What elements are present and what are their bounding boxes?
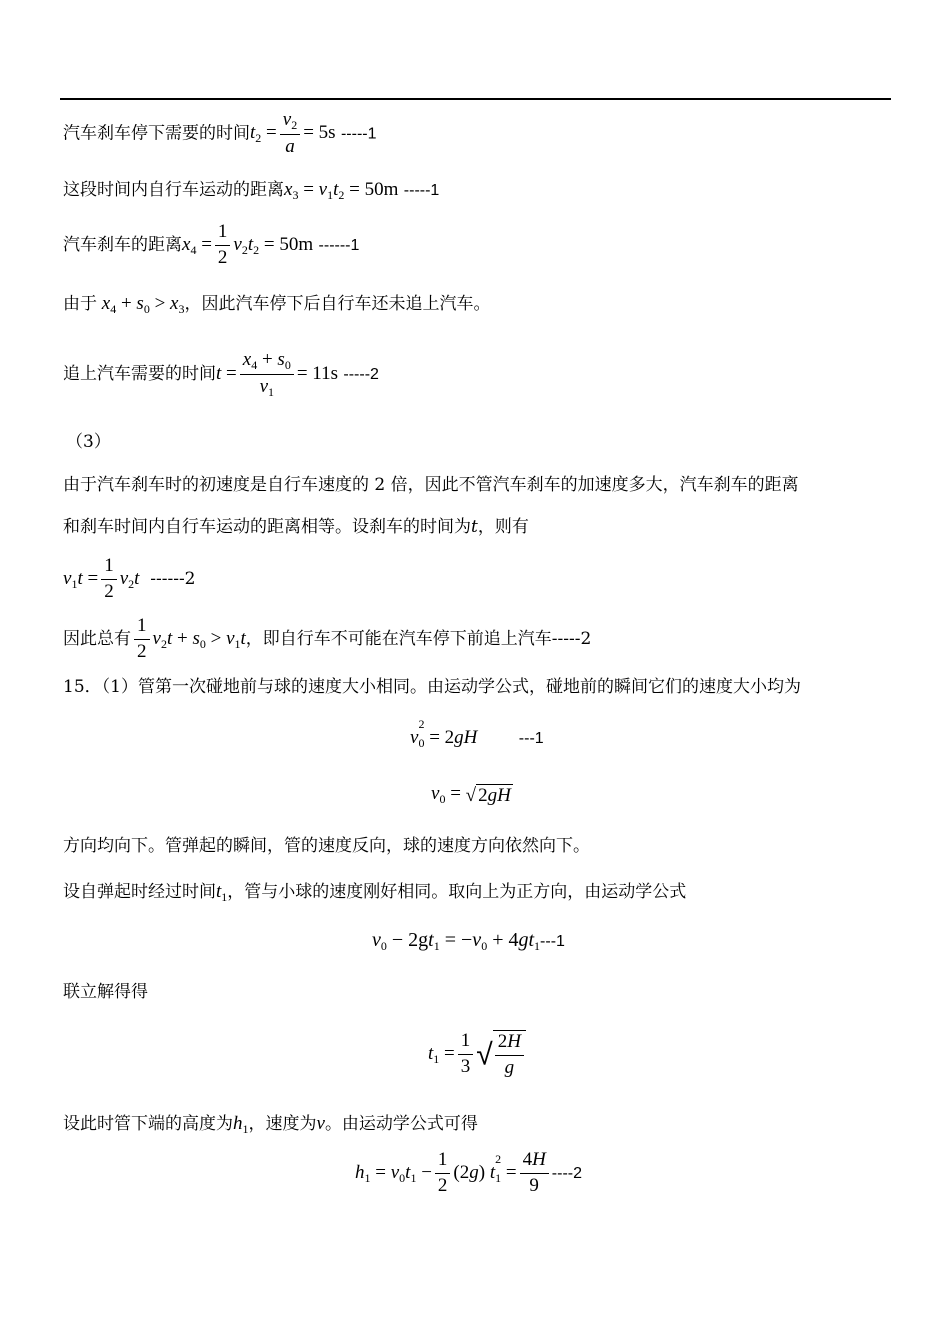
line-paragraph-1 [63,477,799,494]
line-conclusion [63,616,591,663]
var-t: t [471,517,478,537]
score-mark: -----1 [340,125,377,143]
text: 联立解得得 [63,982,148,1002]
text: ，因此汽车停下后自行车还未追上汽车。 [184,294,491,314]
text: 和刹车时间内自行车运动的距离相等。设刹车的时间为 [63,517,471,537]
formula-t: t = $\frac{x_4 + s_0}{v_1}$ = 11s [216,349,338,400]
formula-t2: $t_2$ = $\frac{v_2}{a}$ = 5s [250,109,336,158]
text: 。由运动学公式可得 [324,1114,478,1134]
formula-v1t: $v_1t$ = $\frac{1}{2}$ $v_2t$ [63,555,140,602]
formula-x4: $x_4$ = $\frac{1}{2}$ $v_2t_2 = 50m$ [182,221,314,268]
score-mark: ---1 [540,933,565,950]
line-paragraph-2 [63,519,529,536]
header-rule [60,98,891,100]
line-height-setup [63,1114,478,1135]
var-v: v [316,1113,325,1134]
line-setup [63,882,686,903]
score-mark: -----1 [403,182,440,199]
line-q15 [63,679,801,696]
text: 汽车刹车的距离 [63,234,182,255]
text: （3） [66,432,111,452]
line-equation-v1t [63,556,196,603]
var-t1: $t_1$ [216,881,228,904]
line-direction [63,838,590,855]
line-comparison [63,294,490,315]
text: 设自弹起时经过时间 [63,882,216,902]
text: 追上汽车需要的时间 [63,364,216,385]
score-mark: ---1 [518,730,544,747]
text: 因此总有 [63,628,131,649]
section-3 [66,434,111,451]
text: 这段时间内自行车运动的距离 [63,180,284,200]
equation-velocity-match: $v_0 - 2gt_1 = -v_0 + 4gt_1---1$ [372,929,565,953]
text: ，则有 [477,517,529,537]
var-h1: $h_1$ [233,1113,249,1136]
text: ，管与小球的速度刚好相同。取向上为正方向，由运动学公式 [227,882,687,902]
text: 方向均向下。管弹起的瞬间，管的速度反向，球的速度方向依然向下。 [63,836,590,856]
text: 汽车刹车停下需要的时间 [63,123,250,144]
text: 由于汽车刹车时的初速度是自行车速度的 2 倍，因此不管汽车刹车的加速度多大，汽车刹车的距离 [63,475,799,495]
equation-v0-squared: v 2 $_0$ = 2gH ---1 [410,717,544,750]
line-solve [63,984,148,1001]
text: ，即自行车不可能在汽车停下前追上汽车-----2 [245,628,592,649]
formula-sum: $\frac{1}{2}$ $v_2t + s_0 > v_1t$ [131,628,246,649]
line-catchup-time [63,350,379,399]
equation-h1: $h_1 = v_0t_1$ − $\frac{1}{2}$ (2g) t 2 $_1$ = $\frac{4H}{9}$ ----2 [355,1149,583,1196]
text: 设此时管下端的高度为 [63,1114,233,1134]
text: 由于 [63,294,97,314]
equation-t1: $t_1$ = $\frac{1}{3}$ √ $\frac{2H}{g}$ [428,1030,526,1079]
formula-x3: $x_3 = v_1t_2 = 50m$ [284,179,399,202]
score-mark: ------1 [318,236,360,254]
equation-v0: $v_0$ = √ 2gH [431,783,511,807]
line-car-distance [63,222,359,269]
text: 15．（1）管第一次碰地前与球的速度大小相同。由运动学公式，碰地前的瞬间它们的速度大小均为 [63,677,801,697]
formula-ineq: $x_4 + s_0 > x_3$ [101,293,185,316]
score-mark: ----2 [551,1164,583,1182]
line-bike-distance [63,180,439,201]
line-brake-time [63,110,377,158]
text: ，速度为 [248,1114,317,1134]
score-mark: -----2 [343,366,379,384]
score-mark: ------2 [150,568,196,589]
